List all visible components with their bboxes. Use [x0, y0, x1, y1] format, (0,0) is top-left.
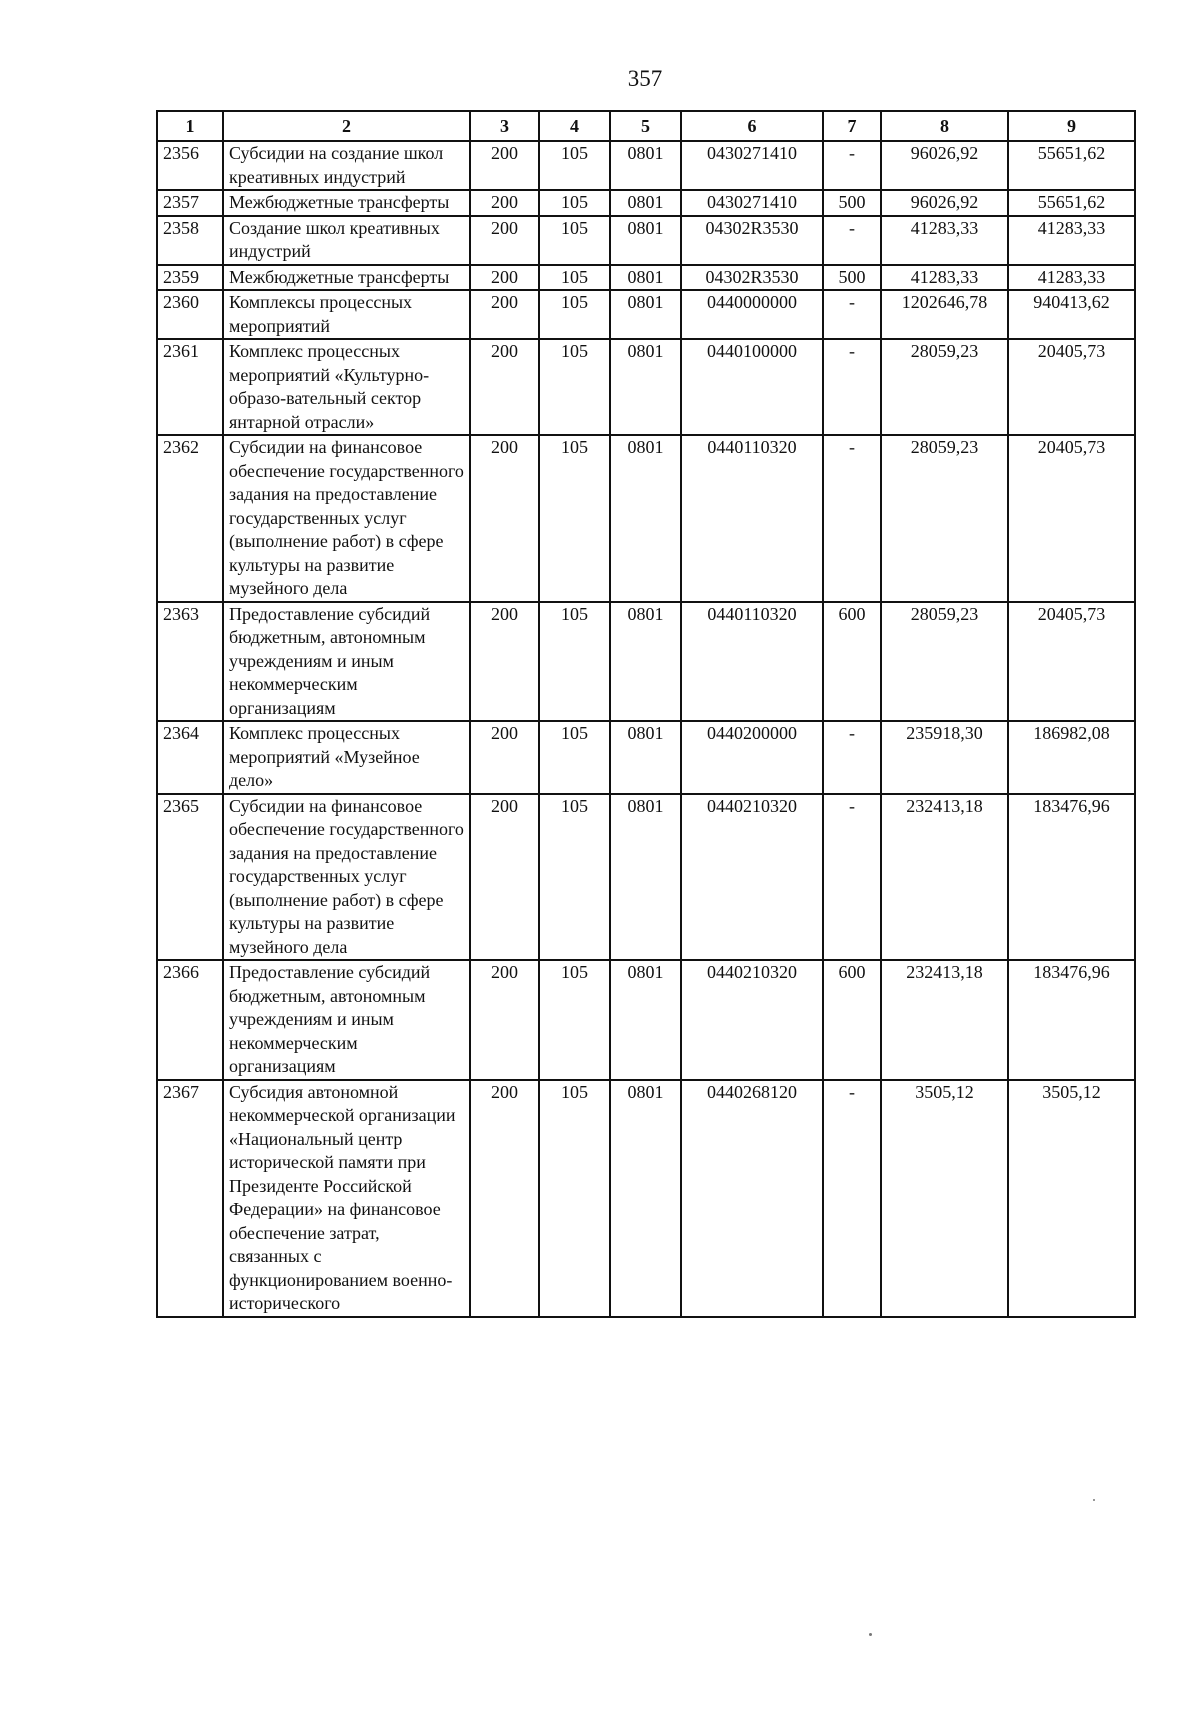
column-header: 2 — [223, 111, 470, 141]
target-code-cell: 0440110320 — [681, 435, 823, 602]
amount-cell: 3505,12 — [881, 1080, 1008, 1317]
amount-cell: 232413,18 — [881, 960, 1008, 1080]
type-code-cell: 500 — [823, 265, 881, 291]
item-name-cell: Субсидии на финансовое обеспечение государственного задания на предоставление государственных услуг (выполнение работ) в сфере культуры на развитие музейного дела — [223, 435, 470, 602]
row-number-cell: 2357 — [157, 190, 223, 216]
column-header: 7 — [823, 111, 881, 141]
code-cell: 0801 — [610, 190, 681, 216]
target-code-cell: 04302R3530 — [681, 216, 823, 265]
code-cell: 105 — [539, 721, 610, 794]
code-cell: 0801 — [610, 141, 681, 190]
code-cell: 105 — [539, 602, 610, 722]
amount-cell: 1202646,78 — [881, 290, 1008, 339]
amount-cell: 41283,33 — [881, 265, 1008, 291]
amount-cell: 940413,62 — [1008, 290, 1135, 339]
amount-cell: 41283,33 — [1008, 216, 1135, 265]
table-row — [157, 794, 1135, 961]
item-name-cell: Субсидии на создание школ креативных индустрий — [223, 141, 470, 190]
type-code-cell: 500 — [823, 190, 881, 216]
page-number: 357 — [627, 66, 663, 91]
type-code-cell: - — [823, 339, 881, 435]
code-cell: 105 — [539, 216, 610, 265]
budget-table — [156, 110, 1136, 1318]
table-row — [157, 290, 1135, 339]
column-header: 3 — [470, 111, 539, 141]
code-cell: 0801 — [610, 1080, 681, 1317]
amount-cell: 55651,62 — [1008, 141, 1135, 190]
code-cell: 200 — [470, 265, 539, 291]
column-header: 1 — [157, 111, 223, 141]
amount-cell: 55651,62 — [1008, 190, 1135, 216]
type-code-cell: - — [823, 216, 881, 265]
table-row — [157, 190, 1135, 216]
row-number-cell: 2360 — [157, 290, 223, 339]
table-row — [157, 216, 1135, 265]
table-row — [157, 141, 1135, 190]
code-cell: 105 — [539, 339, 610, 435]
target-code-cell: 0440210320 — [681, 794, 823, 961]
code-cell: 200 — [470, 602, 539, 722]
target-code-cell: 0440210320 — [681, 960, 823, 1080]
type-code-cell: - — [823, 721, 881, 794]
code-cell: 200 — [470, 960, 539, 1080]
column-header: 9 — [1008, 111, 1135, 141]
code-cell: 105 — [539, 265, 610, 291]
code-cell: 105 — [539, 290, 610, 339]
code-cell: 200 — [470, 435, 539, 602]
code-cell: 0801 — [610, 435, 681, 602]
row-number-cell: 2361 — [157, 339, 223, 435]
target-code-cell: 0430271410 — [681, 141, 823, 190]
item-name-cell: Предоставление субсидий бюджетным, автономным учреждениям и иным некоммерческим организациям — [223, 602, 470, 722]
target-code-cell: 04302R3530 — [681, 265, 823, 291]
header-row — [157, 111, 1135, 141]
code-cell: 105 — [539, 1080, 610, 1317]
code-cell: 0801 — [610, 960, 681, 1080]
target-code-cell: 0430271410 — [681, 190, 823, 216]
item-name-cell: Комплекс процессных мероприятий «Музейное дело» — [223, 721, 470, 794]
item-name-cell: Создание школ креативных индустрий — [223, 216, 470, 265]
target-code-cell: 0440000000 — [681, 290, 823, 339]
table-row — [157, 960, 1135, 1080]
amount-cell: 96026,92 — [881, 190, 1008, 216]
row-number-cell: 2358 — [157, 216, 223, 265]
amount-cell: 41283,33 — [1008, 265, 1135, 291]
column-header: 8 — [881, 111, 1008, 141]
item-name-cell: Субсидия автономной некоммерческой организации «Национальный центр исторической памяти при Президенте Российской Федерации» на финансовое обеспечение затрат, связанных с функционированием военно-исторического — [223, 1080, 470, 1317]
code-cell: 200 — [470, 721, 539, 794]
code-cell: 200 — [470, 794, 539, 961]
item-name-cell: Субсидии на финансовое обеспечение государственного задания на предоставление государственных услуг (выполнение работ) в сфере культуры на развитие музейного дела — [223, 794, 470, 961]
type-code-cell: - — [823, 435, 881, 602]
type-code-cell: 600 — [823, 602, 881, 722]
table-row — [157, 602, 1135, 722]
amount-cell: 20405,73 — [1008, 602, 1135, 722]
table-row — [157, 435, 1135, 602]
column-header: 5 — [610, 111, 681, 141]
type-code-cell: - — [823, 141, 881, 190]
table-row — [157, 721, 1135, 794]
row-number-cell: 2363 — [157, 602, 223, 722]
amount-cell: 3505,12 — [1008, 1080, 1135, 1317]
code-cell: 0801 — [610, 794, 681, 961]
amount-cell: 186982,08 — [1008, 721, 1135, 794]
amount-cell: 96026,92 — [881, 141, 1008, 190]
row-number-cell: 2365 — [157, 794, 223, 961]
amount-cell: 183476,96 — [1008, 960, 1135, 1080]
code-cell: 0801 — [610, 290, 681, 339]
code-cell: 105 — [539, 794, 610, 961]
type-code-cell: - — [823, 794, 881, 961]
amount-cell: 28059,23 — [881, 339, 1008, 435]
amount-cell: 28059,23 — [881, 602, 1008, 722]
item-name-cell: Межбюджетные трансферты — [223, 265, 470, 291]
code-cell: 200 — [470, 290, 539, 339]
row-number-cell: 2359 — [157, 265, 223, 291]
table-row — [157, 1080, 1135, 1317]
code-cell: 200 — [470, 141, 539, 190]
target-code-cell: 0440268120 — [681, 1080, 823, 1317]
code-cell: 200 — [470, 216, 539, 265]
scan-speck — [1093, 1499, 1095, 1501]
code-cell: 0801 — [610, 265, 681, 291]
type-code-cell: - — [823, 290, 881, 339]
item-name-cell: Межбюджетные трансферты — [223, 190, 470, 216]
row-number-cell: 2366 — [157, 960, 223, 1080]
column-header: 6 — [681, 111, 823, 141]
amount-cell: 28059,23 — [881, 435, 1008, 602]
code-cell: 0801 — [610, 339, 681, 435]
code-cell: 0801 — [610, 216, 681, 265]
code-cell: 105 — [539, 190, 610, 216]
scan-speck — [869, 1633, 872, 1636]
row-number-cell: 2356 — [157, 141, 223, 190]
code-cell: 200 — [470, 1080, 539, 1317]
amount-cell: 235918,30 — [881, 721, 1008, 794]
row-number-cell: 2364 — [157, 721, 223, 794]
amount-cell: 20405,73 — [1008, 339, 1135, 435]
type-code-cell: - — [823, 1080, 881, 1317]
code-cell: 105 — [539, 960, 610, 1080]
table-body — [157, 141, 1135, 1317]
target-code-cell: 0440100000 — [681, 339, 823, 435]
amount-cell: 183476,96 — [1008, 794, 1135, 961]
code-cell: 200 — [470, 190, 539, 216]
item-name-cell: Комплексы процессных мероприятий — [223, 290, 470, 339]
code-cell: 200 — [470, 339, 539, 435]
column-header: 4 — [539, 111, 610, 141]
code-cell: 105 — [539, 435, 610, 602]
type-code-cell: 600 — [823, 960, 881, 1080]
item-name-cell: Предоставление субсидий бюджетным, автономным учреждениям и иным некоммерческим организациям — [223, 960, 470, 1080]
code-cell: 105 — [539, 141, 610, 190]
row-number-cell: 2362 — [157, 435, 223, 602]
code-cell: 0801 — [610, 721, 681, 794]
code-cell: 0801 — [610, 602, 681, 722]
amount-cell: 232413,18 — [881, 794, 1008, 961]
target-code-cell: 0440110320 — [681, 602, 823, 722]
table-row — [157, 339, 1135, 435]
item-name-cell: Комплекс процессных мероприятий «Культурно-образо-вательный сектор янтарной отрасли» — [223, 339, 470, 435]
table-row — [157, 265, 1135, 291]
amount-cell: 41283,33 — [881, 216, 1008, 265]
amount-cell: 20405,73 — [1008, 435, 1135, 602]
row-number-cell: 2367 — [157, 1080, 223, 1317]
target-code-cell: 0440200000 — [681, 721, 823, 794]
